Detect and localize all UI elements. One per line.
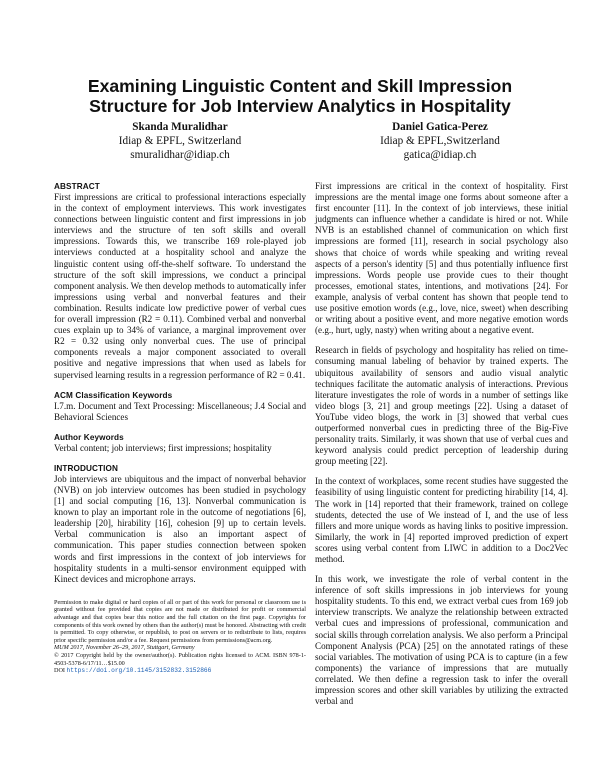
keywords-heading: Author Keywords <box>54 432 124 442</box>
abstract-heading: ABSTRACT <box>54 182 100 191</box>
keywords-text: Verbal content; job interviews; first impressions; hospitality <box>54 442 272 453</box>
copyright-line: © 2017 Copyright held by the owner/author(s). Publication rights licensed to ACM. ISBN 978-1-4503-5378-6/17/11…$15.00 <box>54 651 306 667</box>
body-paragraph: First impressions are critical in the context of hospitality. First impressions are the mental image one forms about someone after a first encounter [11]. In the context of job interviews, these initial judgments can influence whether a candidate is hired or not. While NVB is an established channel of communication on which first impressions are formed [11], research in social psychology also shows that choice of words while speaking and writing reveal aspects of a person's identity [5] and thus potentially influence first impressions. Words people use provide cues to their thought processes, emotional states, intentions, and motivations [24]. For example, analysis of verbal content has shown that people tend to use positive emotion words (e.g., love, nice, sweet) when describing or writing about a positive event, and more negative emotion words (e.g., hurt, ugly, nasty) when writing about a negative event. <box>315 181 568 336</box>
acm-text: I.7.m. Document and Text Processing: Miscellaneous; J.4 Social and Behavioral Sciences <box>54 400 306 422</box>
title-line-2: Structure for Job Interview Analytics in Hospitality <box>89 96 511 116</box>
intro-text: Job interviews are ubiquitous and the impact of nonverbal behavior (NVB) on job interview outcomes has been studied in psychology [1] and social computing [16, 13]. Nonverbal communication is known to play an important role in the outcome of negotiations [6], leadership [20], hirability [16], cohesion [9] up to certain levels. Verbal communication is also an important aspect of communication. This paper studies connection between spoken words and first impressions in the context of job interviews for hospitality students in a multi-sensor environment equipped with Kinect devices and microphone arrays. <box>54 473 306 584</box>
author-email: smuralidhar@idiap.ch <box>130 149 230 161</box>
acm-heading: ACM Classification Keywords <box>54 390 173 400</box>
doi-link[interactable]: https://doi.org/10.1145/3152832.3152866 <box>66 667 212 675</box>
body-paragraph: Research in fields of psychology and hospitality has relied on time-consuming manual labeling of behavior by trained experts. The ubiquitous availability of sensors and audio visual analytic techniques facilitate the automatic analysis of interactions. Previous literature investigates the role of words in a number of settings like video blogs [3, 21] and group meetings [22]. Using a dataset of YouTube video blogs, the work in [3] showed that verbal cues outperformed nonverbal cues in predicting three of the Big-Five personality traits. Similarly, it was shown that use of verbal cues and keyword analysis could predict perception of leadership during group meeting [22]. <box>315 345 568 467</box>
doi-line <box>54 667 306 675</box>
author-block-1 <box>60 120 300 162</box>
abstract-text: First impressions are critical to professional interactions especially in the context of employment interviews. This work investigates connections between linguistic content and first impressions in job interviews and the structure of ten soft skills and overall impressions. Towards this, we transcribe 169 role-played job interviews conducted at a hospitality school and analyze the linguistic content using off-the-shelf software. To understand the structure of the soft skill impressions, we conduct a principal component analysis. We then develop methods to automatically infer impressions using verbal and nonverbal features and their combination. Results indicate low predictive power of verbal cues for overall impression (R2 = 0.11). Combined verbal and nonverbal cues explain up to 34% of variance, a marginal improvement over R2 = 0.32 using only nonverbal cues. The use of principal components reveals a major component associated to overall positive and negative impressions that when used as labels for supervised learning results in a regression performance of R2 = 0.41. <box>54 192 306 380</box>
author-name: Skanda Muralidhar <box>132 121 228 133</box>
permission-block <box>54 599 306 675</box>
title-line-1: Examining Linguistic Content and Skill Impression <box>87 76 513 96</box>
author-affiliation: Idiap & EPFL,Switzerland <box>380 135 500 147</box>
doi-label: DOI <box>54 667 65 675</box>
author-block-2 <box>320 120 560 162</box>
author-email: gatica@idiap.ch <box>403 149 477 161</box>
conference-line: MUM 2017, November 26–29, 2017, Stuttgart, Germany <box>54 644 195 652</box>
author-name: Daniel Gatica-Perez <box>392 121 488 133</box>
body-paragraph: In this work, we investigate the role of verbal content in the inference of soft skills impressions in job interviews for young hospitality students. To this end, we extract verbal cues from 169 job interview transcripts. We analyze the relationship between extracted verbal cues and impressions of professional, communication and social skills through correlation analysis. We also perform a Principal Component Analysis (PCA) [25] on the annotated ratings of these social variables. The motivation of using PCA is to capture (in a few components) the variance of impressions that are mutually correlated. We then define a regression task to infer the overall impression scores and other skill variables by utilizing the extracted verbal and <box>315 574 568 707</box>
author-affiliation: Idiap & EPFL, Switzerland <box>118 135 242 147</box>
left-column <box>54 181 306 675</box>
right-column <box>315 181 568 707</box>
body-paragraph: In the context of workplaces, some recent studies have suggested the feasibility of using linguistic content for predicting hirability [14, 4]. The work in [14] reported that their framework, trained on college students, detected the use of We instead of I, and the use of less fillers and more unique words as having links to positive impression. Similarly, the work in [4] reported improved prediction of expert scores using verbal content from LIWC in addition to a Doc2Vec method. <box>315 476 568 564</box>
intro-heading: INTRODUCTION <box>54 463 118 473</box>
permission-text: Permission to make digital or hard copies of all or part of this work for personal or classroom use is granted without fee provided that copies are not made or distributed for profit or commercial advantage and that copies bear this notice and the full citation on the first page. Copyrights for components of this work owned by others than the author(s) must be honored. Abstracting with credit is permitted. To copy otherwise, or republish, to post on servers or to redistribute to lists, requires prior specific permission and/or a fee. Request permissions from permissions@acm.org. <box>54 598 306 644</box>
paper-title <box>40 76 560 116</box>
